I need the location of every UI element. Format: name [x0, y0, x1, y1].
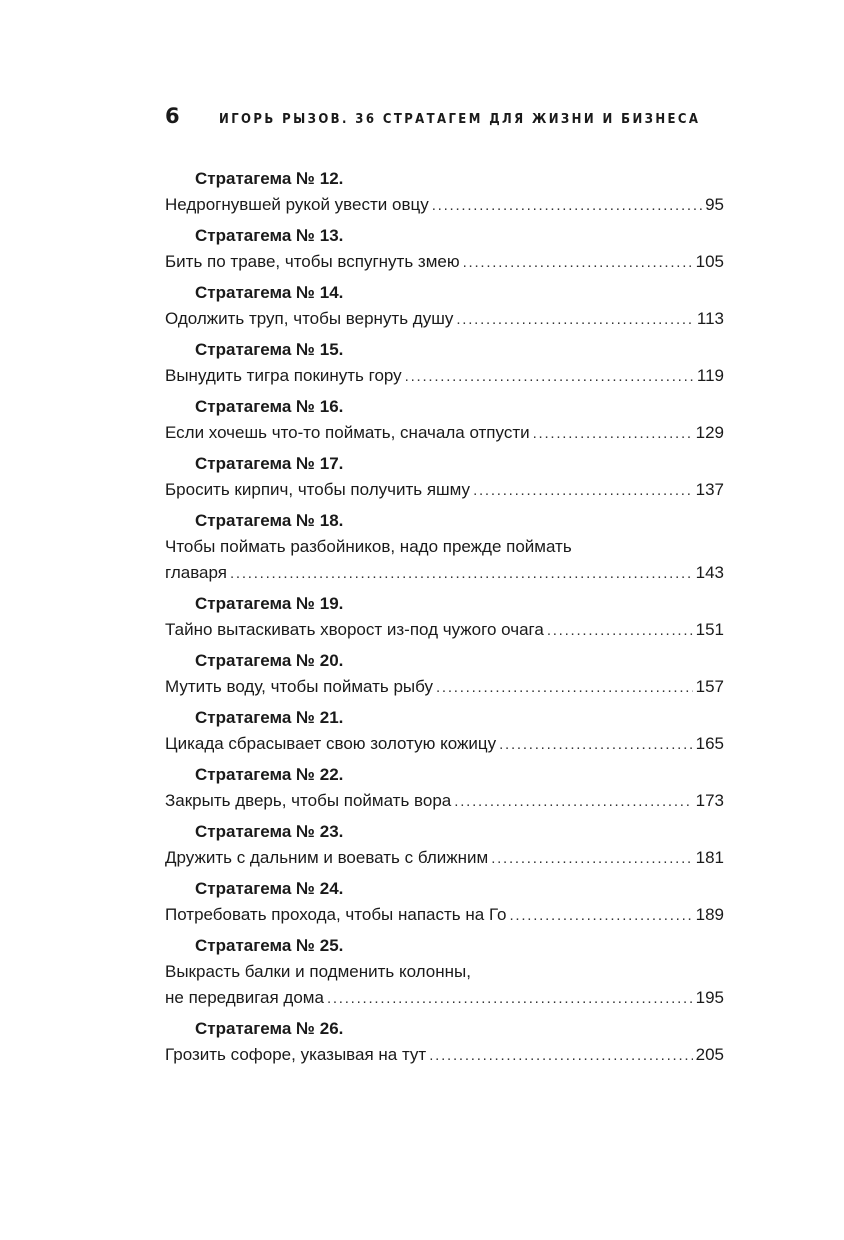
dot-leader — [499, 732, 693, 758]
running-head — [165, 104, 700, 132]
stratagem-title-first-line: Чтобы поймать разбойников, надо прежде поймать — [165, 537, 572, 556]
stratagem-heading: Стратагема № 22. — [195, 765, 344, 784]
dot-leader — [429, 1043, 692, 1069]
stratagem-heading: Стратагема № 20. — [195, 651, 344, 670]
stratagem-title: Цикада сбрасывает свою золотую кожицу — [165, 734, 497, 753]
stratagem-heading: Стратагема № 24. — [195, 879, 344, 898]
toc-line — [165, 617, 724, 644]
toc-entry — [165, 591, 724, 644]
toc-entry — [165, 223, 724, 276]
stratagem-title: Бросить кирпич, чтобы получить яшму — [165, 480, 471, 499]
dot-leader — [230, 561, 693, 587]
dot-leader — [436, 675, 693, 701]
stratagem-title: Если хочешь что-то поймать, сначала отпусти — [165, 423, 530, 442]
page-reference: 165 — [695, 734, 724, 753]
page-reference: 151 — [695, 620, 724, 639]
stratagem-heading: Стратагема № 13. — [195, 226, 344, 245]
stratagem-heading: Стратагема № 17. — [195, 454, 344, 473]
page-reference: 129 — [695, 423, 724, 442]
page-reference: 105 — [695, 252, 724, 271]
stratagem-heading: Стратагема № 23. — [195, 822, 344, 841]
stratagem-heading: Стратагема № 12. — [195, 169, 344, 188]
toc-line — [165, 845, 724, 872]
dot-leader — [509, 903, 692, 929]
table-of-contents — [165, 166, 724, 1073]
stratagem-heading: Стратагема № 15. — [195, 340, 344, 359]
stratagem-heading: Стратагема № 25. — [195, 936, 344, 955]
toc-entry — [165, 705, 724, 758]
toc-line — [165, 363, 724, 390]
page-reference: 157 — [695, 677, 724, 696]
toc-line — [165, 477, 724, 504]
stratagem-title: Одолжить труп, чтобы вернуть душу — [165, 309, 454, 328]
page-reference: 195 — [695, 988, 724, 1007]
stratagem-heading: Стратагема № 21. — [195, 708, 344, 727]
stratagem-heading: Стратагема № 14. — [195, 283, 344, 302]
toc-entry — [165, 762, 724, 815]
toc-line — [165, 902, 724, 929]
stratagem-heading: Стратагема № 16. — [195, 397, 344, 416]
toc-entry — [165, 876, 724, 929]
toc-line — [165, 560, 724, 587]
dot-leader — [456, 307, 694, 333]
toc-entry — [165, 280, 724, 333]
stratagem-title: Грозить софоре, указывая на тут — [165, 1045, 427, 1064]
stratagem-title: Недрогнувшей рукой увести овцу — [165, 195, 429, 214]
dot-leader — [454, 789, 692, 815]
page-reference: 137 — [695, 480, 724, 499]
stratagem-heading: Стратагема № 19. — [195, 594, 344, 613]
dot-leader — [463, 250, 693, 276]
toc-line — [165, 420, 724, 447]
stratagem-title-first-line: Выкрасть балки и подменить колонны, — [165, 962, 471, 981]
dot-leader — [473, 478, 693, 504]
toc-entry — [165, 648, 724, 701]
stratagem-title: Дружить с дальним и воевать с ближним — [165, 848, 489, 867]
page-number: 6 — [165, 104, 180, 128]
page-reference: 119 — [696, 366, 724, 385]
toc-entry — [165, 508, 724, 587]
toc-entry — [165, 933, 724, 1012]
toc-entry — [165, 337, 724, 390]
dot-leader — [491, 846, 692, 872]
stratagem-title: не передвигая дома — [165, 988, 324, 1007]
page-reference: 189 — [695, 905, 724, 924]
stratagem-title: Потребовать прохода, чтобы напасть на Го — [165, 905, 507, 924]
page-reference: 205 — [695, 1045, 724, 1064]
toc-line — [165, 788, 724, 815]
stratagem-title: главаря — [165, 563, 227, 582]
stratagem-title: Мутить воду, чтобы поймать рыбу — [165, 677, 433, 696]
toc-entry — [165, 451, 724, 504]
page-reference: 143 — [695, 563, 724, 582]
toc-line — [165, 731, 724, 758]
toc-line — [165, 985, 724, 1012]
dot-leader — [547, 618, 693, 644]
dot-leader — [405, 364, 694, 390]
toc-line — [165, 674, 724, 701]
toc-line — [165, 306, 724, 333]
toc-line — [165, 1042, 724, 1069]
toc-entry — [165, 1016, 724, 1069]
toc-entry — [165, 819, 724, 872]
toc-line — [165, 249, 724, 276]
page-reference: 95 — [705, 195, 724, 214]
page-reference: 173 — [695, 791, 724, 810]
stratagem-title: Вынудить тигра покинуть гору — [165, 366, 402, 385]
stratagem-title: Тайно вытаскивать хворост из-под чужого очага — [165, 620, 544, 639]
stratagem-title: Бить по траве, чтобы вспугнуть змею — [165, 252, 460, 271]
toc-entry — [165, 394, 724, 447]
stratagem-heading: Стратагема № 26. — [195, 1019, 344, 1038]
toc-line — [165, 192, 724, 219]
book-title: ИГОРЬ РЫЗОВ. 36 СТРАТАГЕМ ДЛЯ ЖИЗНИ И БИЗНЕСА — [219, 112, 701, 127]
stratagem-heading: Стратагема № 18. — [195, 511, 344, 530]
page-reference: 113 — [696, 309, 724, 328]
dot-leader — [533, 421, 693, 447]
toc-entry — [165, 166, 724, 219]
page-reference: 181 — [695, 848, 724, 867]
dot-leader — [432, 193, 702, 219]
stratagem-title: Закрыть дверь, чтобы поймать вора — [165, 791, 452, 810]
dot-leader — [327, 986, 693, 1012]
